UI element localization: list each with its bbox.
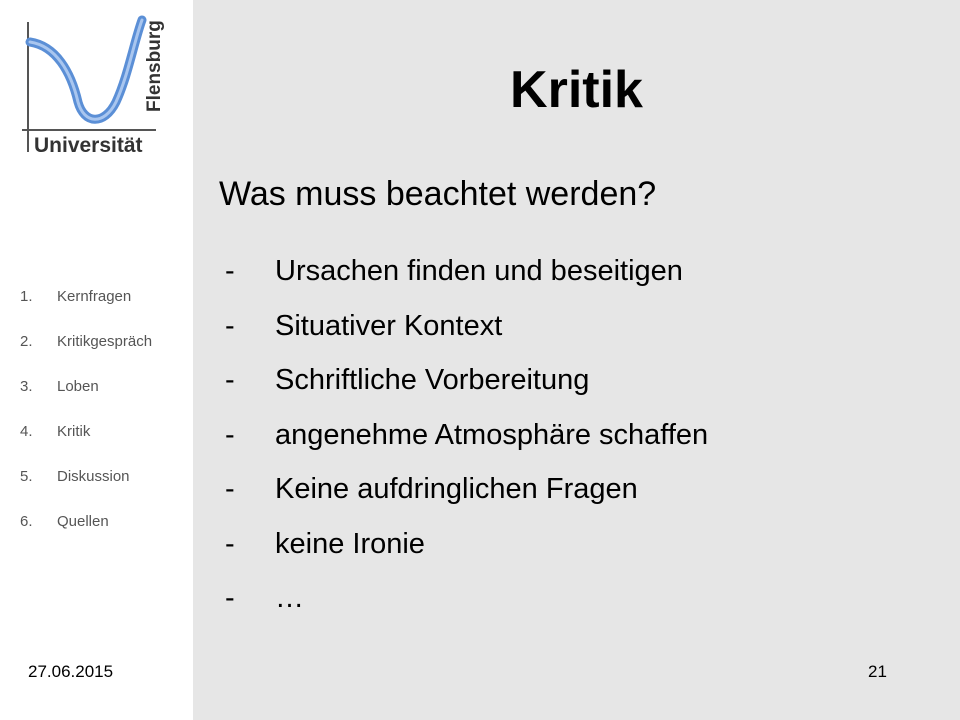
nav-item-loben[interactable] (20, 374, 152, 419)
nav-item-diskussion[interactable] (20, 464, 152, 509)
nav-item-label: Kritikgespräch (57, 333, 153, 350)
nav-item-number: 3. (20, 378, 33, 395)
footer-date: 27.06.2015 (28, 662, 114, 681)
nav-item-kernfragen[interactable] (20, 284, 152, 329)
bullet-marker: - (225, 309, 235, 342)
logo-wordmark-text: Universität (34, 134, 143, 157)
bullet-item (225, 462, 708, 517)
bullet-list (225, 244, 708, 626)
bullet-marker: - (225, 527, 235, 560)
nav-item-kritikgespraech[interactable] (20, 329, 152, 374)
nav-item-kritik[interactable] (20, 419, 152, 464)
page-number: 21 (868, 662, 887, 681)
bullet-item (225, 517, 708, 572)
sidebar (0, 0, 193, 720)
logo-vertical-text: Flensburg (144, 20, 165, 112)
bullet-marker: - (225, 364, 235, 396)
bullet-text: Ursachen finden und beseitigen (275, 255, 683, 287)
bullet-item (225, 244, 708, 299)
bullet-text: Schriftliche Vorbereitung (275, 364, 590, 396)
bullet-item (225, 353, 708, 408)
bullet-marker: - (225, 473, 235, 505)
university-logo (16, 12, 166, 160)
bullet-item (225, 408, 708, 463)
logo-graphic (16, 12, 166, 160)
nav-item-number: 6. (20, 513, 33, 530)
bullet-item (225, 571, 708, 626)
bullet-marker: - (225, 582, 235, 614)
bullet-text: Keine aufdringlichen Fragen (275, 473, 638, 505)
bullet-text: Situativer Kontext (275, 309, 503, 342)
nav-item-number: 2. (20, 333, 33, 350)
slide-subtitle: Was muss beachtet werden? (219, 175, 657, 213)
nav-item-number: 4. (20, 423, 33, 440)
nav-item-label: Kritik (57, 423, 91, 440)
bullet-text: keine Ironie (275, 527, 425, 560)
nav-item-label: Quellen (57, 513, 109, 530)
slide-title: Kritik (510, 61, 643, 119)
bullet-item (225, 299, 708, 354)
nav-item-label: Kernfragen (57, 288, 132, 305)
nav-item-quellen[interactable] (20, 509, 152, 554)
bullet-text: … (275, 582, 304, 614)
nav-item-label: Diskussion (57, 468, 130, 485)
nav-item-label: Loben (57, 378, 99, 395)
bullet-text: angenehme Atmosphäre schaffen (275, 418, 709, 451)
nav-item-number: 5. (20, 468, 33, 485)
section-nav (20, 284, 152, 554)
bullet-marker: - (225, 255, 235, 287)
nav-item-number: 1. (20, 288, 33, 305)
bullet-marker: - (225, 418, 235, 451)
